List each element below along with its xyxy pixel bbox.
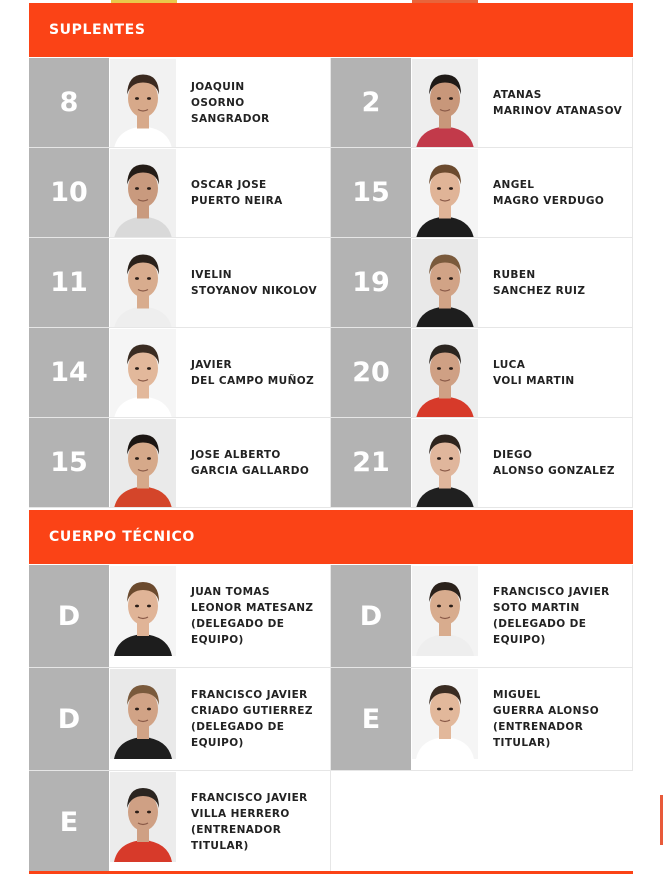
staff-card — [29, 668, 331, 771]
person-name: JOSE ALBERTO GARCIA GALLARDO — [191, 448, 310, 477]
staff-card — [331, 668, 633, 771]
portrait-photo — [412, 239, 478, 328]
player-card — [331, 58, 633, 148]
person-name: JAVIER DEL CAMPO MUÑOZ — [191, 358, 315, 387]
person-name: DIEGO ALONSO GONZALEZ — [493, 448, 615, 477]
jersey-number: E — [29, 771, 109, 873]
person-name: ATANAS MARINOV ATANASOV — [493, 88, 623, 117]
player-card — [331, 238, 633, 328]
jersey-number: 20 — [331, 328, 411, 417]
jersey-number: 10 — [29, 148, 109, 237]
portrait-photo — [412, 419, 478, 508]
player-card — [29, 58, 331, 148]
player-card — [29, 418, 331, 508]
portrait-photo — [110, 566, 176, 656]
jersey-number: 11 — [29, 238, 109, 327]
portrait-photo — [110, 59, 176, 148]
portrait-photo — [412, 59, 478, 148]
jersey-number: 21 — [331, 418, 411, 507]
section-header-substitutes — [29, 3, 633, 57]
person-name: FRANCISCO JAVIER SOTO MARTIN (DELEGADO DE EQUIPO) — [493, 586, 610, 646]
person-name: FRANCISCO JAVIER CRIADO GUTIERREZ (DELEGADO DE EQUIPO) — [191, 689, 313, 749]
person-name: JOAQUIN OSORNO SANGRADOR — [191, 80, 270, 125]
portrait-photo — [412, 566, 478, 656]
jersey-number: 14 — [29, 328, 109, 417]
person-name: FRANCISCO JAVIER VILLA HERRERO (ENTRENADOR TITULAR) — [191, 792, 308, 852]
jersey-number: 19 — [331, 238, 411, 327]
staff-card — [331, 565, 633, 668]
player-card — [331, 148, 633, 238]
empty-grid-cell — [331, 771, 633, 874]
jersey-number: D — [331, 565, 411, 667]
portrait-photo — [110, 149, 176, 238]
section-title: CUERPO TÉCNICO — [49, 529, 195, 545]
person-name: LUCA VOLI MARTIN — [493, 358, 575, 387]
jersey-number: E — [331, 668, 411, 770]
player-card — [29, 238, 331, 328]
jersey-number: 2 — [331, 58, 411, 147]
portrait-photo — [110, 669, 176, 759]
portrait-photo — [412, 669, 478, 759]
person-name: JUAN TOMAS LEONOR MATESANZ (DELEGADO DE EQUIPO) — [191, 586, 314, 646]
person-name: ANGEL MAGRO VERDUGO — [493, 178, 605, 207]
player-card — [331, 418, 633, 508]
staff-grid — [29, 565, 633, 874]
person-name: MIGUEL GUERRA ALONSO (ENTRENADOR TITULAR) — [493, 689, 600, 749]
jersey-number: D — [29, 668, 109, 770]
jersey-number: 15 — [331, 148, 411, 237]
jersey-number: D — [29, 565, 109, 667]
jersey-number: 8 — [29, 58, 109, 147]
portrait-photo — [110, 772, 176, 862]
player-card — [331, 328, 633, 418]
section-title: SUPLENTES — [49, 22, 146, 38]
staff-card — [29, 565, 331, 668]
person-name: OSCAR JOSE PUERTO NEIRA — [191, 178, 283, 207]
person-name: RUBEN SANCHEZ RUIZ — [493, 268, 586, 297]
section-header-staff — [29, 510, 633, 564]
staff-card — [29, 771, 331, 874]
player-card — [29, 148, 331, 238]
portrait-photo — [412, 149, 478, 238]
jersey-number: 15 — [29, 418, 109, 507]
player-card — [29, 328, 331, 418]
portrait-photo — [110, 419, 176, 508]
portrait-photo — [412, 329, 478, 418]
portrait-photo — [110, 329, 176, 418]
substitutes-grid — [29, 58, 633, 508]
person-name: IVELIN STOYANOV NIKOLOV — [191, 268, 317, 297]
portrait-photo — [110, 239, 176, 328]
